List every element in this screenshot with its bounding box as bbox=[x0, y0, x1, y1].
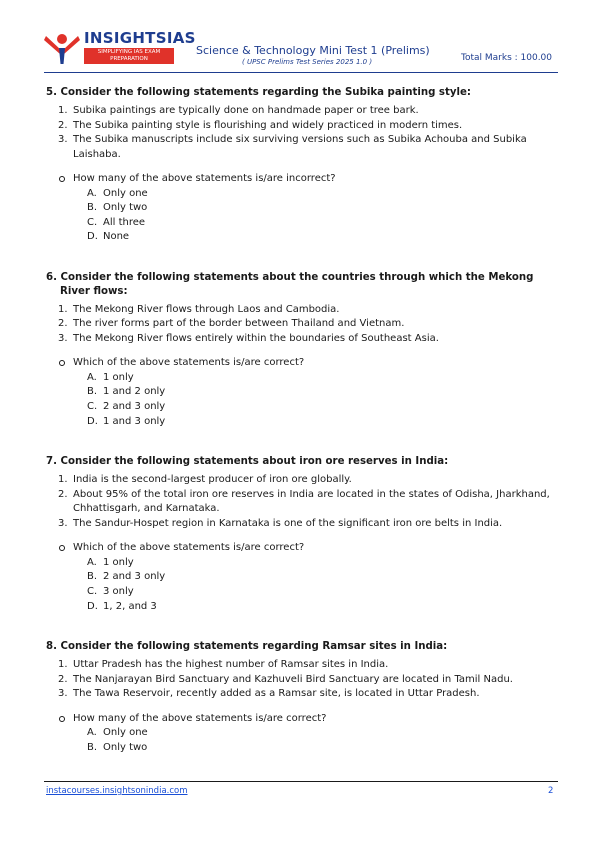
statement-text: The Mekong River flows entirely within the boundaries of Southeast Asia. bbox=[73, 332, 439, 344]
option-letter: C. bbox=[87, 216, 98, 228]
total-marks: Total Marks : 100.00 bbox=[461, 53, 553, 63]
header-divider bbox=[44, 72, 558, 73]
option-text: Only two bbox=[103, 741, 148, 753]
statement bbox=[46, 303, 558, 318]
option-letter: B. bbox=[87, 741, 98, 753]
statement-number: 1. bbox=[58, 105, 68, 116]
question-5 bbox=[46, 86, 558, 245]
statement-text: Uttar Pradesh has the highest number of Ramsar sites in India. bbox=[73, 659, 389, 671]
option bbox=[46, 201, 558, 216]
option-letter: C. bbox=[87, 585, 98, 597]
test-title: Science & Technology Mini Test 1 (Prelims) bbox=[196, 44, 430, 57]
statement bbox=[46, 517, 558, 532]
prompt-text: Which of the above statements is/are correct? bbox=[73, 357, 305, 369]
torch-logo-icon bbox=[44, 30, 80, 66]
circle-bullet-icon bbox=[59, 360, 65, 366]
option-text: All three bbox=[103, 216, 146, 228]
option-letter: A. bbox=[87, 556, 97, 568]
statement bbox=[46, 119, 558, 134]
prompt-text: Which of the above statements is/are correct? bbox=[73, 542, 305, 554]
statement-number: 3. bbox=[58, 332, 68, 344]
statement-text: The Sandur-Hospet region in Karnataka is one of the significant iron ore belts in India. bbox=[73, 517, 503, 529]
question-prompt bbox=[46, 712, 558, 727]
option-letter: A. bbox=[87, 371, 97, 383]
statement bbox=[46, 104, 558, 119]
footer-divider bbox=[44, 781, 558, 782]
test-subtitle: ( UPSC Prelims Test Series 2025 1.0 ) bbox=[242, 58, 373, 66]
option bbox=[46, 585, 558, 600]
question-title: 8. Consider the following statements regarding Ramsar sites in India: bbox=[46, 641, 448, 653]
question-title: 7. Consider the following statements about iron ore reserves in India: bbox=[46, 456, 449, 468]
statement-text: The Mekong River flows through Laos and Cambodia. bbox=[73, 303, 340, 315]
question-prompt bbox=[46, 541, 558, 556]
question-prompt bbox=[46, 172, 558, 187]
question-7 bbox=[46, 455, 558, 614]
prompt-text: How many of the above statements is/are incorrect? bbox=[73, 173, 336, 184]
prompt-text: How many of the above statements is/are correct? bbox=[73, 712, 327, 724]
option-text: 1 only bbox=[103, 371, 134, 383]
question-title: 5. Consider the following statements regarding the Subika painting style: bbox=[46, 87, 471, 98]
option-text: 1, 2, and 3 bbox=[103, 600, 157, 612]
statement-number: 1. bbox=[58, 474, 68, 486]
circle-bullet-icon bbox=[59, 716, 65, 722]
statement-text: Subika paintings are typically done on handmade paper or tree bark. bbox=[73, 105, 419, 116]
option-letter: A. bbox=[87, 727, 97, 739]
option-letter: C. bbox=[87, 401, 98, 413]
option-letter: B. bbox=[87, 202, 98, 214]
option-text: Only one bbox=[103, 187, 148, 199]
statement bbox=[46, 133, 558, 162]
option-letter: D. bbox=[87, 600, 98, 612]
logo-title: INSIGHTSIAS bbox=[84, 29, 196, 47]
statement-number: 2. bbox=[58, 673, 68, 685]
option bbox=[46, 371, 558, 386]
statement-number: 1. bbox=[58, 303, 68, 315]
option-letter: B. bbox=[87, 571, 98, 583]
statement-text: About 95% of the total iron ore reserves in India are located in the states of Odisha, Jharkhand, Chhattisgarh, and Karnataka. bbox=[73, 488, 550, 515]
statement bbox=[46, 687, 558, 702]
option-letter: B. bbox=[87, 386, 98, 398]
question-prompt bbox=[46, 356, 558, 371]
option bbox=[46, 216, 558, 231]
option-text: 1 only bbox=[103, 556, 134, 568]
statement-number: 1. bbox=[58, 659, 68, 671]
statement-text: The river forms part of the border between Thailand and Vietnam. bbox=[73, 318, 405, 330]
statement-list bbox=[46, 104, 558, 162]
statement-text: The Nanjarayan Bird Sanctuary and Kazhuveli Bird Sanctuary are located in Tamil Nadu. bbox=[73, 673, 513, 685]
statement-text: The Tawa Reservoir, recently added as a Ramsar site, is located in Uttar Pradesh. bbox=[73, 688, 480, 700]
statement-text: The Subika manuscripts include six surviving versions such as Subika Achouba and Subika Laishaba. bbox=[73, 134, 527, 160]
statement-number: 2. bbox=[58, 488, 68, 500]
option-text: 2 and 3 only bbox=[103, 571, 166, 583]
question-title: 6. Consider the following statements about the countries through which the Mekong River flows: bbox=[46, 271, 534, 297]
option-letter: D. bbox=[87, 415, 98, 427]
statement-number: 3. bbox=[58, 688, 68, 700]
option-text: Only two bbox=[103, 202, 148, 214]
question-6 bbox=[46, 271, 558, 429]
statement-number: 2. bbox=[58, 119, 68, 131]
option-text: 2 and 3 only bbox=[103, 401, 166, 413]
circle-bullet-icon bbox=[59, 176, 65, 182]
option-letter: D. bbox=[87, 231, 98, 243]
option bbox=[46, 400, 558, 415]
option bbox=[46, 230, 558, 245]
option bbox=[46, 556, 558, 571]
option-text: None bbox=[103, 231, 130, 243]
statement-number: 3. bbox=[58, 134, 68, 145]
statement-list bbox=[46, 303, 558, 347]
option bbox=[46, 741, 558, 756]
question-list bbox=[46, 86, 558, 781]
option-list bbox=[46, 187, 558, 245]
option-text: Only one bbox=[103, 727, 148, 739]
logo-tagline: SIMPLIFYING IAS EXAM PREPARATION bbox=[84, 48, 174, 64]
option-list bbox=[46, 556, 558, 614]
statement bbox=[46, 473, 558, 488]
option bbox=[46, 600, 558, 615]
option-list bbox=[46, 371, 558, 429]
option-text: 1 and 3 only bbox=[103, 415, 166, 427]
page-number: 2 bbox=[548, 786, 554, 796]
statement-number: 3. bbox=[58, 517, 68, 529]
statement-list bbox=[46, 658, 558, 702]
option bbox=[46, 726, 558, 741]
question-8 bbox=[46, 640, 558, 755]
statement-text: India is the second-largest producer of iron ore globally. bbox=[73, 474, 352, 486]
circle-bullet-icon bbox=[59, 545, 65, 551]
option bbox=[46, 187, 558, 202]
statement bbox=[46, 332, 558, 347]
option-list bbox=[46, 726, 558, 755]
footer-website-link[interactable]: instacourses.insightsonindia.com bbox=[46, 786, 188, 796]
option-text: 1 and 2 only bbox=[103, 386, 166, 398]
statement bbox=[46, 488, 558, 517]
statement bbox=[46, 658, 558, 673]
statement bbox=[46, 673, 558, 688]
statement-number: 2. bbox=[58, 318, 68, 330]
option-text: 3 only bbox=[103, 585, 134, 597]
option bbox=[46, 385, 558, 400]
statement-text: The Subika painting style is flourishing and widely practiced in modern times. bbox=[73, 119, 463, 131]
option-letter: A. bbox=[87, 187, 97, 199]
insightsias-logo bbox=[44, 28, 196, 72]
option bbox=[46, 415, 558, 430]
statement-list bbox=[46, 473, 558, 531]
page-header bbox=[0, 0, 600, 76]
statement bbox=[46, 317, 558, 332]
option bbox=[46, 570, 558, 585]
